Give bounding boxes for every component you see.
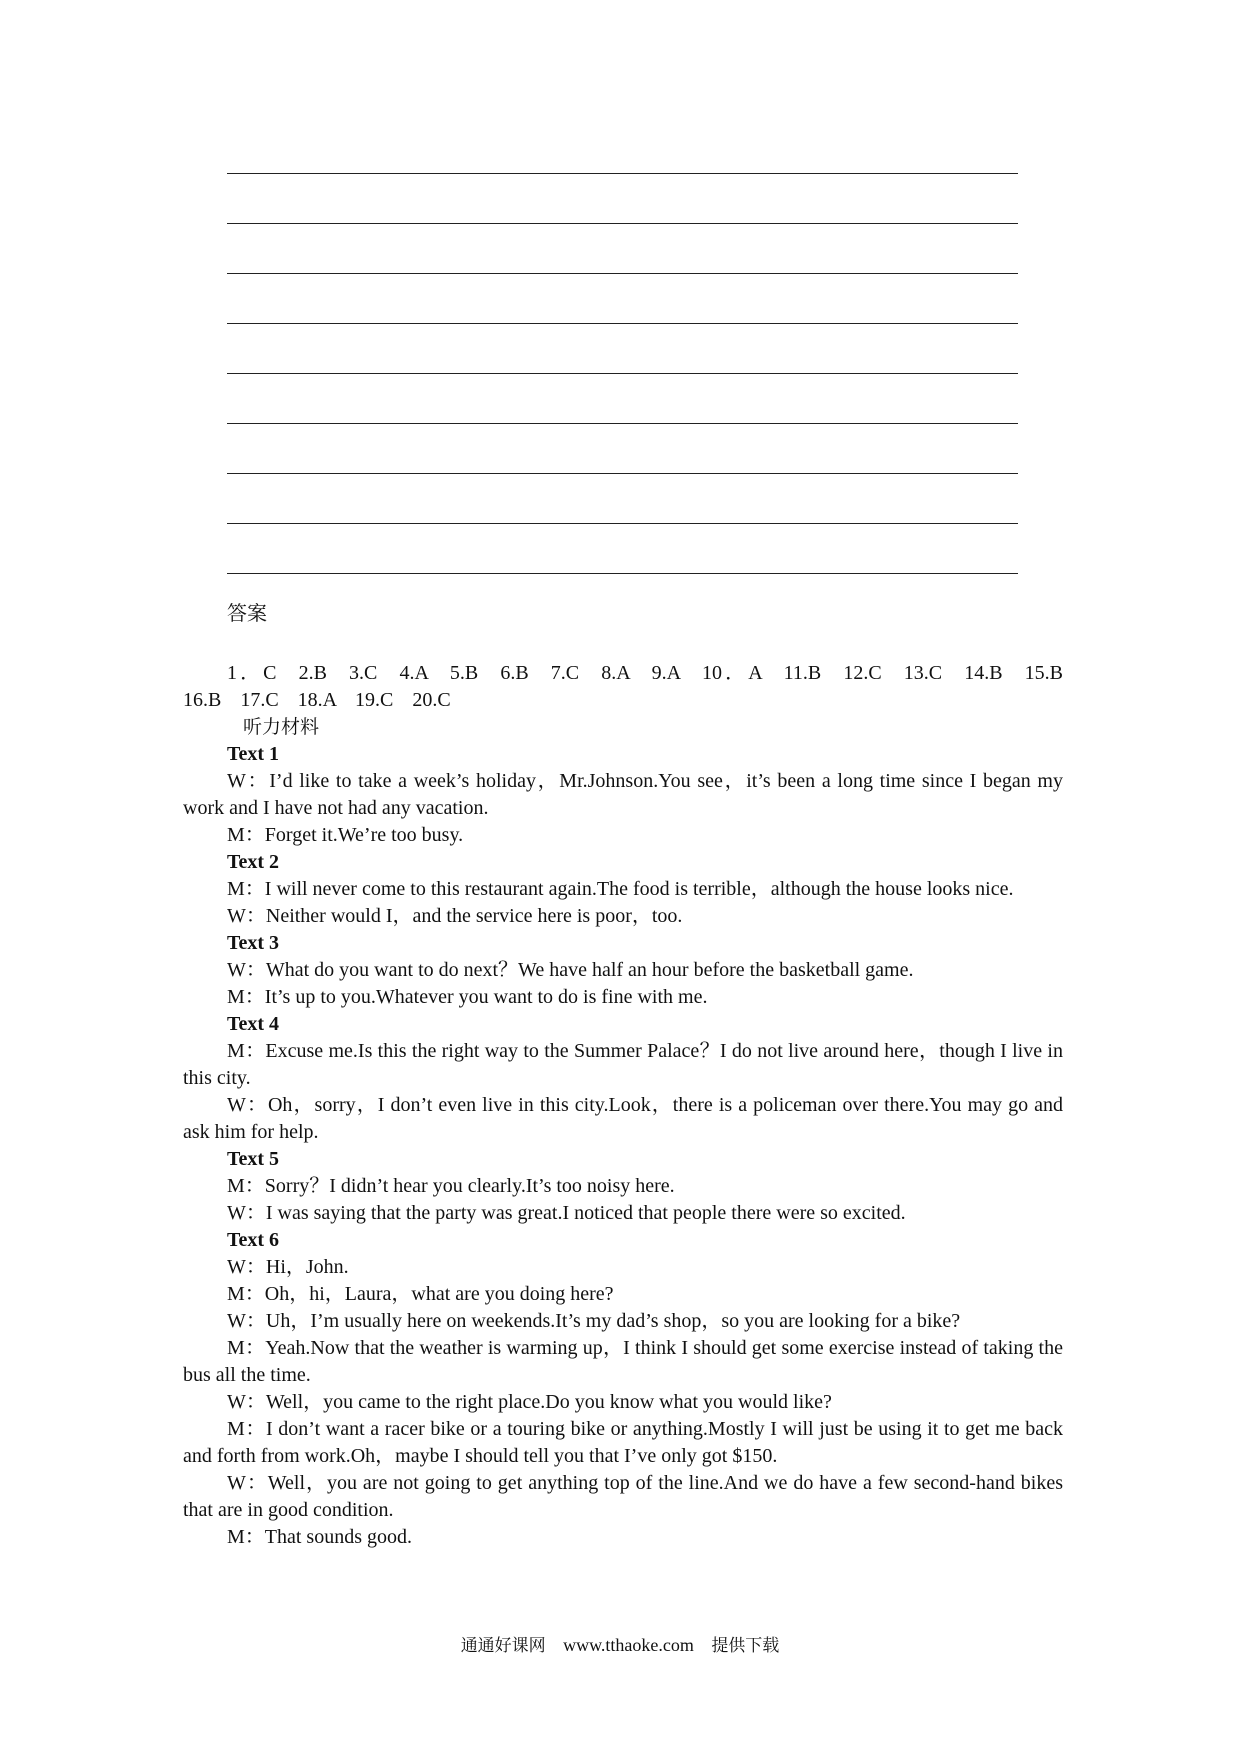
dialogue-line: W：I was saying that the party was great.I noticed that people there were so excited. bbox=[227, 1202, 906, 1224]
listening-text-5 bbox=[183, 1146, 1063, 1227]
listening-text-2 bbox=[183, 849, 1063, 930]
dialogue-line: M：Yeah.Now that the weather is warming up，I think I should get some exercise instead of taking the bus all the time. bbox=[183, 1337, 1063, 1386]
dialogue-line: M：Oh，hi，Laura，what are you doing here? bbox=[227, 1283, 614, 1305]
writing-line bbox=[227, 373, 1018, 374]
document-body bbox=[183, 600, 1063, 1551]
text-title: Text 1 bbox=[227, 743, 280, 765]
text-title: Text 6 bbox=[227, 1229, 280, 1251]
writing-line bbox=[227, 323, 1018, 324]
writing-line bbox=[227, 573, 1018, 574]
writing-line bbox=[227, 173, 1018, 174]
listening-text-4 bbox=[183, 1011, 1063, 1146]
listening-text-6 bbox=[183, 1227, 1063, 1551]
footer-site-name: 通通好课网 bbox=[460, 1636, 546, 1656]
dialogue-line: W：Hi，John. bbox=[227, 1256, 349, 1278]
writing-line bbox=[227, 473, 1018, 474]
dialogue-line: W：Well，you came to the right place.Do you know what you would like? bbox=[227, 1391, 832, 1413]
dialogue-line: W：Uh，I’m usually here on weekends.It’s my dad’s shop，so you are looking for a bike? bbox=[227, 1310, 961, 1332]
dialogue-line: M：I don’t want a racer bike or a touring bike or anything.Mostly I will just be using it to get me back and forth from work.Oh，maybe I should tell you that I’ve only got $150. bbox=[183, 1418, 1063, 1467]
text-title: Text 5 bbox=[227, 1148, 280, 1170]
listening-text-3 bbox=[183, 930, 1063, 1011]
dialogue-line: M：It’s up to you.Whatever you want to do is fine with me. bbox=[227, 986, 708, 1008]
answer-key: 1．C 2.B 3.C 4.A 5.B 6.B 7.C 8.A 9.A 10．A 11.B 12.C 13.C 14.B 15.B 16.B 17.C 18.A 19.C 20.C bbox=[183, 662, 1063, 711]
text-title: Text 3 bbox=[227, 932, 280, 954]
writing-line bbox=[227, 273, 1018, 274]
writing-line bbox=[227, 523, 1018, 524]
dialogue-line: W：Oh，sorry，I don’t even live in this city.Look，there is a policeman over there.You may go and ask him for help. bbox=[183, 1094, 1063, 1143]
writing-lines bbox=[227, 0, 1018, 580]
footer-url: www.tthaoke.com bbox=[563, 1635, 694, 1655]
dialogue-line: M：Sorry？I didn’t hear you clearly.It’s too noisy here. bbox=[227, 1175, 675, 1197]
writing-line bbox=[227, 223, 1018, 224]
page-footer bbox=[0, 1631, 1240, 1656]
answers-heading: 答案 bbox=[227, 601, 267, 625]
dialogue-line: W：I’d like to take a week’s holiday，Mr.Johnson.You see，it’s been a long time since I began my work and I have not had any vacation. bbox=[183, 770, 1063, 819]
text-title: Text 4 bbox=[227, 1013, 280, 1035]
listening-heading: 听力材料 bbox=[243, 716, 320, 738]
listening-text-1 bbox=[183, 741, 1063, 849]
dialogue-line: M：Forget it.We’re too busy. bbox=[227, 824, 464, 846]
dialogue-line: M：Excuse me.Is this the right way to the Summer Palace？I do not live around here，though I live in this city. bbox=[183, 1040, 1063, 1089]
dialogue-line: M：That sounds good. bbox=[227, 1526, 412, 1548]
dialogue-line: W：What do you want to do next？We have half an hour before the basketball game. bbox=[227, 959, 914, 981]
writing-line bbox=[227, 423, 1018, 424]
dialogue-line: W：Well，you are not going to get anything top of the line.And we do have a few second-hand bikes that are in good condition. bbox=[183, 1472, 1063, 1521]
dialogue-line: M：I will never come to this restaurant again.The food is terrible，although the house looks nice. bbox=[227, 878, 1014, 900]
dialogue-line: W：Neither would I，and the service here is poor，too. bbox=[227, 905, 683, 927]
text-title: Text 2 bbox=[227, 851, 280, 873]
footer-note: 提供下载 bbox=[711, 1636, 780, 1656]
